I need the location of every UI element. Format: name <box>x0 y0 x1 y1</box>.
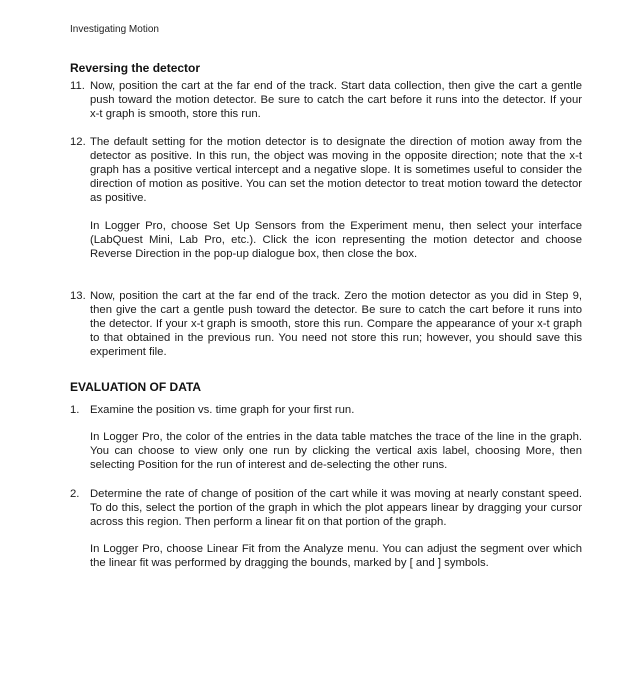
step-number: 2. <box>70 488 80 500</box>
step-text: Determine the rate of change of position of the cart while it was moving at nearly constant speed. To do this, select the portion of the graph in which the plot appears linear by dragging your cursor across this region. Then perform a linear fit on that portion of the graph. <box>90 488 582 528</box>
logger-pro-note: In Logger Pro, the color of the entries in the data table matches the trace of the line in the graph. You can choose to view only one run by clicking the vertical axis label, choosing More, then selecting Position for the run of interest and de-selecting the other runs. <box>90 431 582 471</box>
section-heading-evaluation: EVALUATION OF DATA <box>70 380 202 394</box>
step-number: 12. <box>70 136 86 148</box>
step-number: 11. <box>70 80 85 92</box>
step-text: Now, position the cart at the far end of the track. Start data collection, then give the cart a gentle push toward the motion detector. Be sure to catch the cart before it runs into the detector. If your x-t graph is smooth, store this run. <box>90 80 582 120</box>
step-text: Now, position the cart at the far end of the track. Zero the motion detector as you did in Step 9, then give the cart a gentle push toward the detector. Be sure to catch the cart before it runs into the detector. If your x-t graph is smooth, store this run. Compare the appearance of your x-t graph to that obtained in the previous run. You need not store this run; however, you should save this experiment file. <box>90 290 582 358</box>
section-heading-reversing-detector: Reversing the detector <box>70 61 201 75</box>
step-12 <box>70 135 582 261</box>
eval-step-1 <box>70 403 582 472</box>
logger-pro-note: In Logger Pro, choose Set Up Sensors from the Experiment menu, then select your interface (LabQuest Mini, Lab Pro, etc.). Click the icon representing the motion detector and choose Reverse Direction in the pop-up dialogue box, then close the box. <box>90 220 582 260</box>
step-number: 13. <box>70 290 86 302</box>
step-text: Examine the position vs. time graph for your first run. <box>90 404 355 416</box>
step-number: 1. <box>70 404 80 416</box>
step-text: The default setting for the motion detector is to designate the direction of motion away from the detector as positive. In this run, the object was moving in the opposite direction; note that the x-t graph has a positive vertical intercept and a negative slope. It is sometimes useful to consider the direction of motion as positive. You can set the motion detector to treat motion toward the detector as positive. <box>90 136 582 204</box>
running-header: Investigating Motion <box>70 24 159 35</box>
logger-pro-note: In Logger Pro, choose Linear Fit from the Analyze menu. You can adjust the segment over which the linear fit was performed by dragging the bounds, marked by [ and ] symbols. <box>90 543 582 569</box>
step-11 <box>70 79 582 121</box>
step-13 <box>70 289 582 359</box>
eval-step-2 <box>70 487 582 570</box>
